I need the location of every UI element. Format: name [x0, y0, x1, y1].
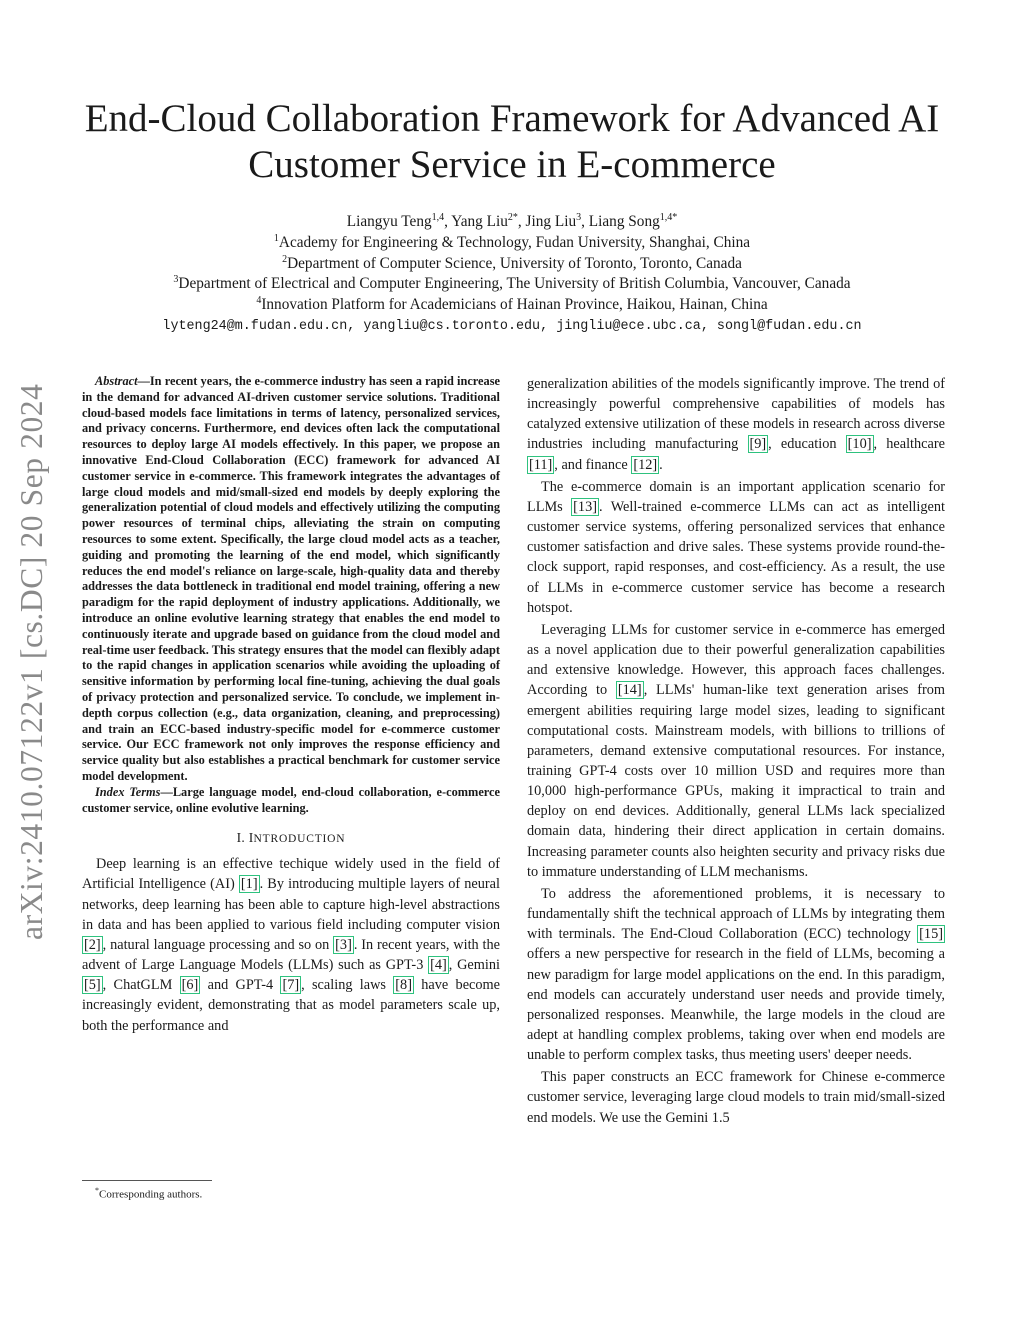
- affiliation-text: Department of Electrical and Computer Engineering, The University of British Columbia, Vancouver, Canada: [178, 275, 851, 293]
- email-address[interactable]: songl@fudan.edu.cn: [716, 318, 862, 334]
- paragraph-text: and GPT-4: [200, 977, 281, 994]
- paragraph-text: . Well-trained e-commerce LLMs can act as intelligent customer service systems, offering personalized services that enhance customer satisfaction and drive sales. These systems provide round-the-clock support, rapid responses, and cost-efficiency. As a result, the use of LLMs in e-commerce customer service has become a research hotspot.: [527, 498, 945, 616]
- paragraph-text: , education: [768, 436, 846, 453]
- author-affiliation-mark: 3: [576, 211, 582, 223]
- citation-link[interactable]: [12]: [633, 456, 658, 473]
- email-line: lyteng24@m.fudan.edu.cn, yangliu@cs.toronto.edu, jingliu@ece.ubc.ca, songl@fudan.edu.cn: [162, 318, 862, 334]
- intro-paragraph-1-continued: [527, 374, 945, 475]
- citation-link[interactable]: [9]: [749, 436, 767, 453]
- citation-link[interactable]: [4]: [430, 957, 447, 974]
- paragraph-text: , natural language processing and so on: [102, 936, 334, 953]
- affiliation-number: 4: [256, 295, 262, 307]
- intro-paragraph-2: [527, 477, 945, 618]
- index-terms-text: Large language model, end-cloud collaboration, e-commerce customer service, online evolutive learning.: [82, 784, 501, 815]
- email-address[interactable]: jingliu@ece.ubc.ca: [556, 318, 701, 334]
- intro-paragraph-1: [82, 854, 500, 1035]
- abstract: Abstract—In recent years, the e-commerce industry has seen a rapid increase in the demand for advanced AI-driven customer service solutions. Traditional cloud-based models face limitations in terms of latency, personalized services, and privacy concerns. Furthermore, end devices often lack the computational resources to deploy large AI models effectively. In this paper, we propose an innovative End-Cloud Collaboration (ECC) framework for advanced AI customer service in e-commerce. This framework integrates the advantages of large cloud models and mid/small-sized end models by deeply exploring the generalization potential of cloud models and effectively utilizing the computing power resources of terminal chips, alleviating the strain on computing resources to some extent. Specifically, the large cloud model acts as a teacher, guiding and promoting the learning of the end model, which significantly reduces the end model's reliance on large-scale, high-quality data and thereby addresses the data bottleneck in traditional end model training, offering a new paradigm for the rapid deployment of industry applications. Additionally, we introduce an online evolutive learning strategy that enables the end model to continuously iterate and upgrade based on guidance from the cloud model and real-time user feedback. This strategy ensures that the model can flexibly adapt to the rapid changes in application scenarios while avoiding the uploading of sensitive information by performing local fine-tuning, achieving the dual goals of privacy protection and personalized service. To conclude, we implement in-depth corpus collection (e.g., data organization, cleaning, and preprocessing) and train an ECC-based industry-specific model for e-commerce customer service. Our ECC framework not only improves the response efficiency and service quality but also establishes a practical benchmark for customer service model development.: [82, 374, 500, 783]
- citation-link[interactable]: [3]: [335, 936, 352, 953]
- author-name: Liang Song: [588, 213, 660, 230]
- author-affiliation-mark: 1,4*: [659, 211, 678, 223]
- section-title-rest: NTRODUCTION: [253, 833, 346, 846]
- author-name: Liangyu Teng: [346, 213, 432, 230]
- author-name: Jing Liu: [525, 213, 577, 230]
- affiliation-number: 1: [273, 232, 279, 244]
- right-column: [527, 374, 945, 1128]
- abstract-label: Abstract: [95, 374, 138, 388]
- affiliation-line: [60, 274, 964, 295]
- section-heading-introduction: [82, 830, 500, 846]
- citation-link[interactable]: [10]: [847, 436, 872, 453]
- citation-link[interactable]: [11]: [529, 456, 553, 473]
- paragraph-text: , Gemini: [448, 957, 500, 974]
- section-number: I.: [236, 830, 246, 846]
- email-address[interactable]: lyteng24@m.fudan.edu.cn: [162, 318, 348, 334]
- paragraph-text: .: [659, 456, 663, 473]
- affiliation-number: 2: [282, 253, 288, 265]
- citation-link[interactable]: [15]: [919, 926, 943, 943]
- affiliation-line: [60, 233, 964, 254]
- paragraph-text: To address the aforementioned problems, it is necessary to fundamentally shift the technical approach of LLMs by integrating them with terminals. The End-Cloud Collaboration (ECC) technology: [527, 885, 945, 943]
- citation-link[interactable]: [13]: [573, 498, 597, 515]
- arxiv-identifier-stamp: arXiv:2410.07122v1 [cs.DC] 20 Sep 2024: [14, 383, 49, 940]
- author-list: Liangyu Teng$^{1,4}$, Yang Liu$^{2*}$, Jing Liu$^3$, Liang Song$^{1,4*}$: [346, 211, 678, 230]
- footnote-mark: *: [95, 1186, 99, 1195]
- author-affiliation-mark: 1,4: [431, 211, 445, 223]
- index-terms-label: Index Terms: [95, 784, 161, 799]
- footnote: [82, 1186, 202, 1201]
- affiliation-line: [60, 254, 964, 275]
- paragraph-text: Deep learning is an effective techique widely used in the field of Artificial Intelligence (AI): [82, 856, 500, 893]
- citation-link[interactable]: [8]: [395, 977, 412, 994]
- affiliation-text: Innovation Platform for Academicians of Hainan Province, Haikou, Hainan, China: [261, 296, 768, 314]
- affiliation-line: [60, 295, 964, 316]
- citation-link[interactable]: [6]: [181, 977, 199, 994]
- paragraph-text: , and finance: [554, 456, 632, 473]
- citation-link[interactable]: [14]: [617, 682, 642, 699]
- paragraph-text: The e-commerce domain is an important application scenario for LLMs: [527, 478, 945, 515]
- paragraph-text: offers a new perspective for research in the field of LLMs, becoming a new paradigm for large model applications on the end. In this paradigm, end models can accurately understand user needs and provide timely, personalized responses. Meanwhile, the large models in the cloud are adept at handling complex problems, taking over when end models are unable to perform complex tasks, thus meeting users' deeper needs.: [527, 946, 945, 1064]
- paragraph-text: This paper constructs an ECC framework for Chinese e-commerce customer service, leveraging large cloud models to train mid/small-sized end models. We use the Gemini 1.5: [527, 1069, 945, 1126]
- paragraph-text: , healthcare: [873, 436, 945, 453]
- left-column: [82, 374, 500, 1036]
- citation-link[interactable]: [5]: [84, 977, 101, 994]
- paragraph-text: , scaling laws: [301, 977, 394, 994]
- paragraph-text: generalization abilities of the models significantly improve. The trend of increasingly powerful comprehensive capabilities of models has catalyzed extensive utilization of these models in research across diverse industries including manufacturing: [527, 376, 945, 453]
- affiliation-text: Academy for Engineering & Technology, Fudan University, Shanghai, China: [278, 233, 751, 251]
- affiliation-text: Department of Computer Science, University of Toronto, Toronto, Canada: [287, 254, 742, 272]
- footnote-divider: [82, 1180, 212, 1181]
- author-name: Yang Liu: [451, 213, 508, 230]
- intro-paragraph-3: [527, 620, 945, 882]
- index-terms: Index Terms—Large language model, end-cloud collaboration, e-commerce customer service, online evolutive learning.: [82, 784, 501, 815]
- paragraph-text: . In recent years, with the advent of Large Language Models (LLMs) such as GPT-3: [82, 936, 500, 974]
- author-affiliation-mark: 2*: [507, 211, 518, 223]
- affiliation-number: 3: [173, 274, 179, 286]
- abstract-text: In recent years, the e-commerce industry has seen a rapid increase in the demand for advanced AI-driven customer service solutions. Traditional cloud-based models face limitations in terms of latency, personalized services, and privacy concerns. Furthermore, end devices often lack the computational resources to deploy large AI models effectively. In this paper, we propose an innovative End-Cloud Collaboration (ECC) framework for advanced AI customer service in e-commerce. This framework integrates the advantages of large cloud models and mid/small-sized end models by deeply exploring the generalization potential of cloud models and effectively utilizing the computing power resources of terminal chips, alleviating the strain on computing resources to some extent. Specifically, the large cloud model acts as a teacher, guiding and promoting the learning of the end model, which significantly reduces the end model's reliance on large-scale, high-quality data and thereby addresses the data bottleneck in traditional end model training, offering a new paradigm for the rapid deployment of industry applications. Additionally, we introduce an online evolutive learning strategy that enables the end model to continuously iterate and upgrade based on guidance from the cloud model and real-time user feedback. This strategy ensures that the model can flexibly adapt to the rapid changes in application scenarios while avoiding the uploading of sensitive information by performing local fine-tuning, achieving the dual goals of privacy protection and personalized service. To conclude, we implement in-depth corpus collection (e.g., data organization, cleaning, and preprocessing) and train an ECC-based industry-specific model for e-commerce customer service. Our ECC framework not only improves the response efficiency and service quality but also establishes a practical benchmark for customer service model development.: [82, 374, 500, 783]
- paragraph-text: , LLMs' human-like text generation arises from emergent abilities requiring large model sizes, leading to significant computational costs. Mainstream models, with billions to trillions of parameters, demand extensive computational resources. For instance, training GPT-4 costs over 10 million USD and requires more than 10,000 high-performance GPUs, making it impractical to train and deploy on end devices. Additionally, general LLMs lack specialized domain data, hindering their direct application in certain domains. Increasing parameter counts also heighten security and privacy risks due to immature understanding of LLM mechanisms.: [527, 682, 945, 880]
- intro-paragraph-5: [527, 1067, 945, 1127]
- author-block: [60, 212, 964, 338]
- section-title-initial: I: [248, 830, 254, 846]
- citation-link[interactable]: [7]: [282, 977, 300, 994]
- citation-link[interactable]: [1]: [240, 876, 258, 893]
- paragraph-text: Leveraging LLMs for customer service in e-commerce has emerged as a novel application due to their powerful generalization capabilities and extensive knowledge. However, this approach faces challenges. According to: [527, 621, 945, 699]
- paragraph-text: . By introducing multiple layers of neural networks, deep learning has been able to capture high-level abstractions in data and has been applied to various field including computer vision: [82, 876, 500, 933]
- paragraph-text: have become increasingly evident, demonstrating that as model parameters scale up, both the performance and: [82, 977, 501, 1034]
- footnote-text: Corresponding authors.: [99, 1188, 203, 1201]
- paragraph-text: , ChatGLM: [102, 977, 180, 994]
- intro-paragraph-4: [527, 884, 945, 1065]
- paper-title: End-Cloud Collaboration Framework for Advanced AI Customer Service in E-commerce: [84, 97, 940, 186]
- email-address[interactable]: yangliu@cs.toronto.edu: [363, 318, 541, 334]
- citation-link[interactable]: [2]: [84, 936, 101, 953]
